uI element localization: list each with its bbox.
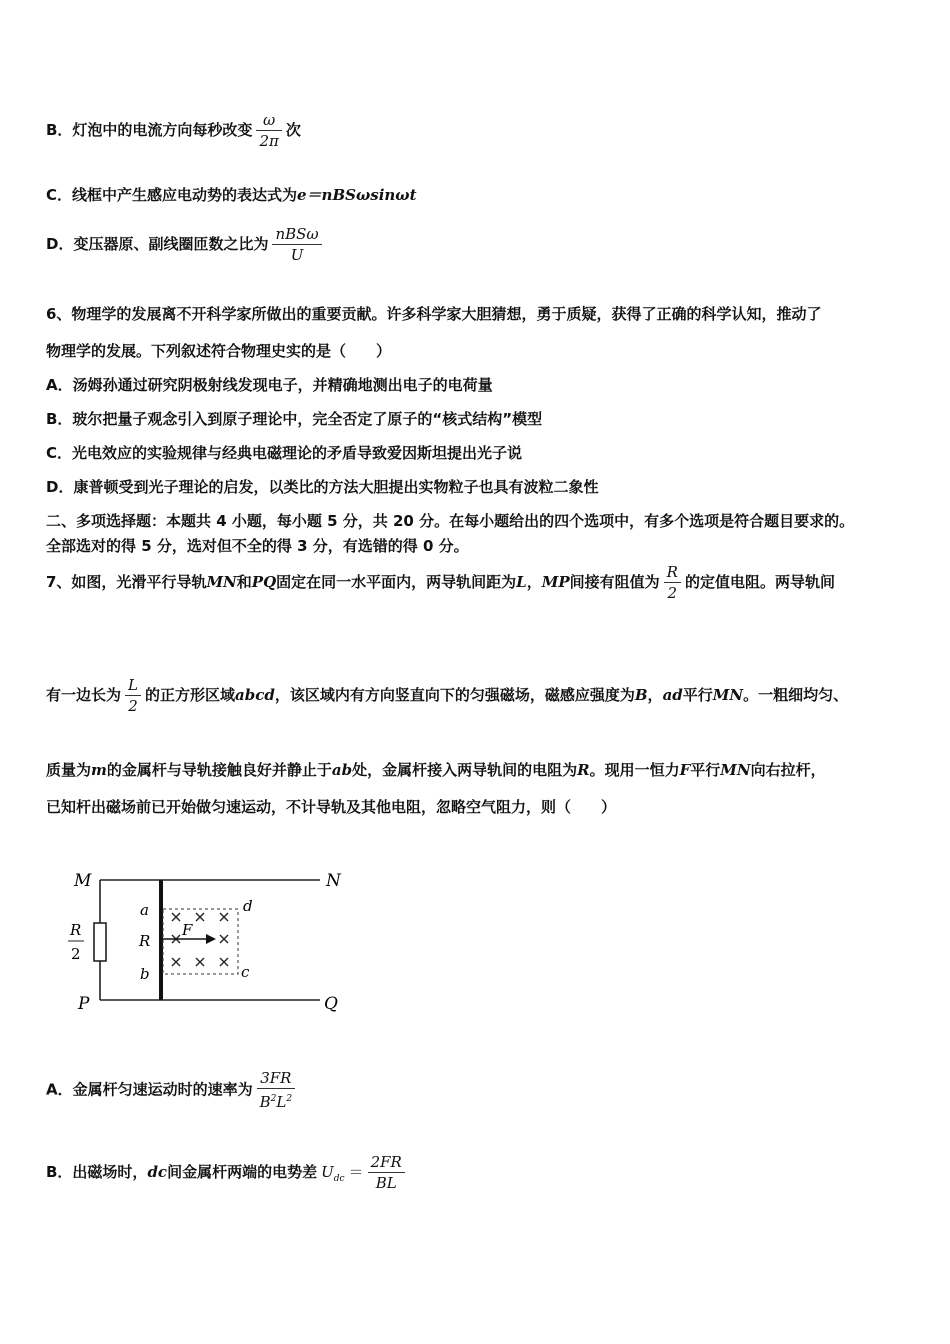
q5-option-b-text: B．灯泡中的电流方向每秒改变	[46, 121, 253, 139]
q7-l3j: MN	[720, 761, 751, 779]
q5-option-d	[46, 224, 326, 265]
q5-option-b-tail: 次	[285, 121, 301, 139]
q7-option-b-U: $U_{dc}$	[321, 1163, 345, 1184]
q7-l2f: ，	[647, 686, 663, 704]
q7-line3	[46, 760, 826, 780]
label-P: P	[78, 994, 90, 1014]
label-N: N	[326, 871, 341, 891]
q7-option-b-dc: dc	[147, 1163, 168, 1181]
force-arrowhead	[206, 934, 216, 944]
q7-l2-fraction: $\frac{L}{2}$	[125, 675, 141, 716]
q7-l2h: 平行	[682, 686, 713, 704]
q6-stem-line1: 6、物理学的发展离不开科学家所做出的重要贡献。许多科学家大胆猜想，勇于质疑，获得了正确的科学认知，推动了	[46, 305, 822, 323]
q6-option-c: C．光电效应的实验规律与经典电磁理论的矛盾导致爱因斯坦提出光子说	[46, 444, 523, 462]
label-c: c	[241, 963, 250, 981]
label-Q: Q	[324, 994, 338, 1014]
q7-l3h: F	[679, 761, 691, 779]
q7-l1d: PQ	[251, 573, 277, 591]
q7-l1h: MP	[541, 573, 570, 591]
section2-line1: 二、多项选择题：本题共 4 小题，每小题 5 分，共 20 分。在每小题给出的四个选项中，有多个选项是符合题目要求的。	[46, 512, 855, 530]
q7-line4: 已知杆出磁场前已开始做匀速运动，不计导轨及其他电阻，忽略空气阻力，则（ ）	[46, 798, 617, 816]
q7-l2i: MN	[712, 686, 744, 704]
q7-l1i: 间接有阻值为	[569, 573, 660, 591]
q7-l1f: L	[516, 573, 527, 591]
q7-option-a-fraction: $\frac{3FR}{B^2L^2}$	[257, 1068, 295, 1112]
q7-option-b	[46, 1152, 409, 1193]
q7-l1-fraction: $\frac{R}{2}$	[664, 562, 681, 603]
q7-l3g: 。现用一恒力	[589, 761, 680, 779]
q7-l2b: 的正方形区域	[144, 686, 235, 704]
q7-option-b-text2: 间金属杆两端的电势差	[167, 1163, 318, 1181]
q5-option-c-formula: e＝nBSωsinωt	[297, 186, 417, 204]
q7-option-b-fraction: $\frac{2FR}{BL}$	[368, 1152, 405, 1193]
q7-l3b: m	[91, 761, 107, 779]
label-resistor-num: R	[70, 921, 82, 939]
q5-option-c	[46, 185, 417, 205]
q7-l1c: 和	[236, 573, 252, 591]
q6-option-b: B．玻尔把量子观念引入到原子理论中，完全否定了原子的“核式结构”模型	[46, 410, 543, 428]
q7-line1	[46, 562, 835, 603]
q7-l3f: R	[577, 761, 590, 779]
q7-l1a: 7、如图，光滑平行导轨	[46, 573, 207, 591]
q7-l2d: ，该区域内有方向竖直向下的匀强磁场，磁感应强度为	[274, 686, 635, 704]
q7-line2	[46, 675, 848, 716]
label-R-rod: R	[139, 932, 151, 950]
q5-option-d-fraction: $\frac{\text{nBSω}}{U}$	[272, 224, 321, 265]
q6-option-d: D．康普顿受到光子理论的启发，以类比的方法大胆提出实物粒子也具有波粒二象性	[46, 478, 599, 496]
q7-l3e: 处，金属杆接入两导轨间的电阻为	[352, 761, 578, 779]
q7-option-a-text: A．金属杆匀速运动时的速率为	[46, 1080, 253, 1099]
label-resistor-den: 2	[71, 945, 81, 963]
q7-option-b-text: B．出磁场时，	[46, 1163, 148, 1181]
q6-option-a: A．汤姆孙通过研究阴极射线发现电子，并精确地测出电子的电荷量	[46, 376, 493, 394]
q7-l2a: 有一边长为	[46, 686, 122, 704]
q7-l1g: ，	[526, 573, 542, 591]
q7-option-a	[46, 1068, 299, 1112]
resistor	[94, 923, 106, 961]
q7-l1j: 的定值电阻。两导轨间	[684, 573, 835, 591]
label-F: F	[182, 921, 193, 939]
q5-option-b-fraction: $\frac{\omega}{2\pi}$	[256, 110, 281, 151]
q7-l2e: B	[634, 686, 648, 704]
q7-l1e: 固定在同一水平面内，两导轨间距为	[276, 573, 517, 591]
q7-l2c: abcd	[235, 686, 275, 704]
label-a: a	[140, 901, 149, 919]
label-b: b	[140, 965, 150, 983]
q7-l3i: 平行	[690, 761, 721, 779]
q7-l1b: MN	[206, 573, 237, 591]
q7-l3c: 的金属杆与导轨接触良好并静止于	[106, 761, 332, 779]
q7-l2g: ad	[662, 686, 683, 704]
q7-l2j: 。一粗细均匀、	[743, 686, 849, 704]
label-d: d	[243, 897, 253, 915]
q5-option-b	[46, 110, 301, 151]
q5-option-c-text: C．线框中产生感应电动势的表达式为	[46, 186, 298, 204]
section2-line2: 全部选对的得 5 分，选对但不全的得 3 分，有选错的得 0 分。	[46, 537, 469, 555]
q7-l3d: ab	[331, 761, 353, 779]
q5-option-d-text: D．变压器原、副线圈匝数之比为	[46, 235, 269, 253]
q7-option-b-eq: ＝	[348, 1163, 364, 1181]
q7-l3k: 向右拉杆，	[750, 761, 826, 779]
q6-stem-line2: 物理学的发展。下列叙述符合物理史实的是（ ）	[46, 342, 392, 360]
q7-l3a: 质量为	[46, 761, 92, 779]
q7-circuit-figure	[60, 855, 360, 1025]
label-M: M	[74, 871, 92, 891]
